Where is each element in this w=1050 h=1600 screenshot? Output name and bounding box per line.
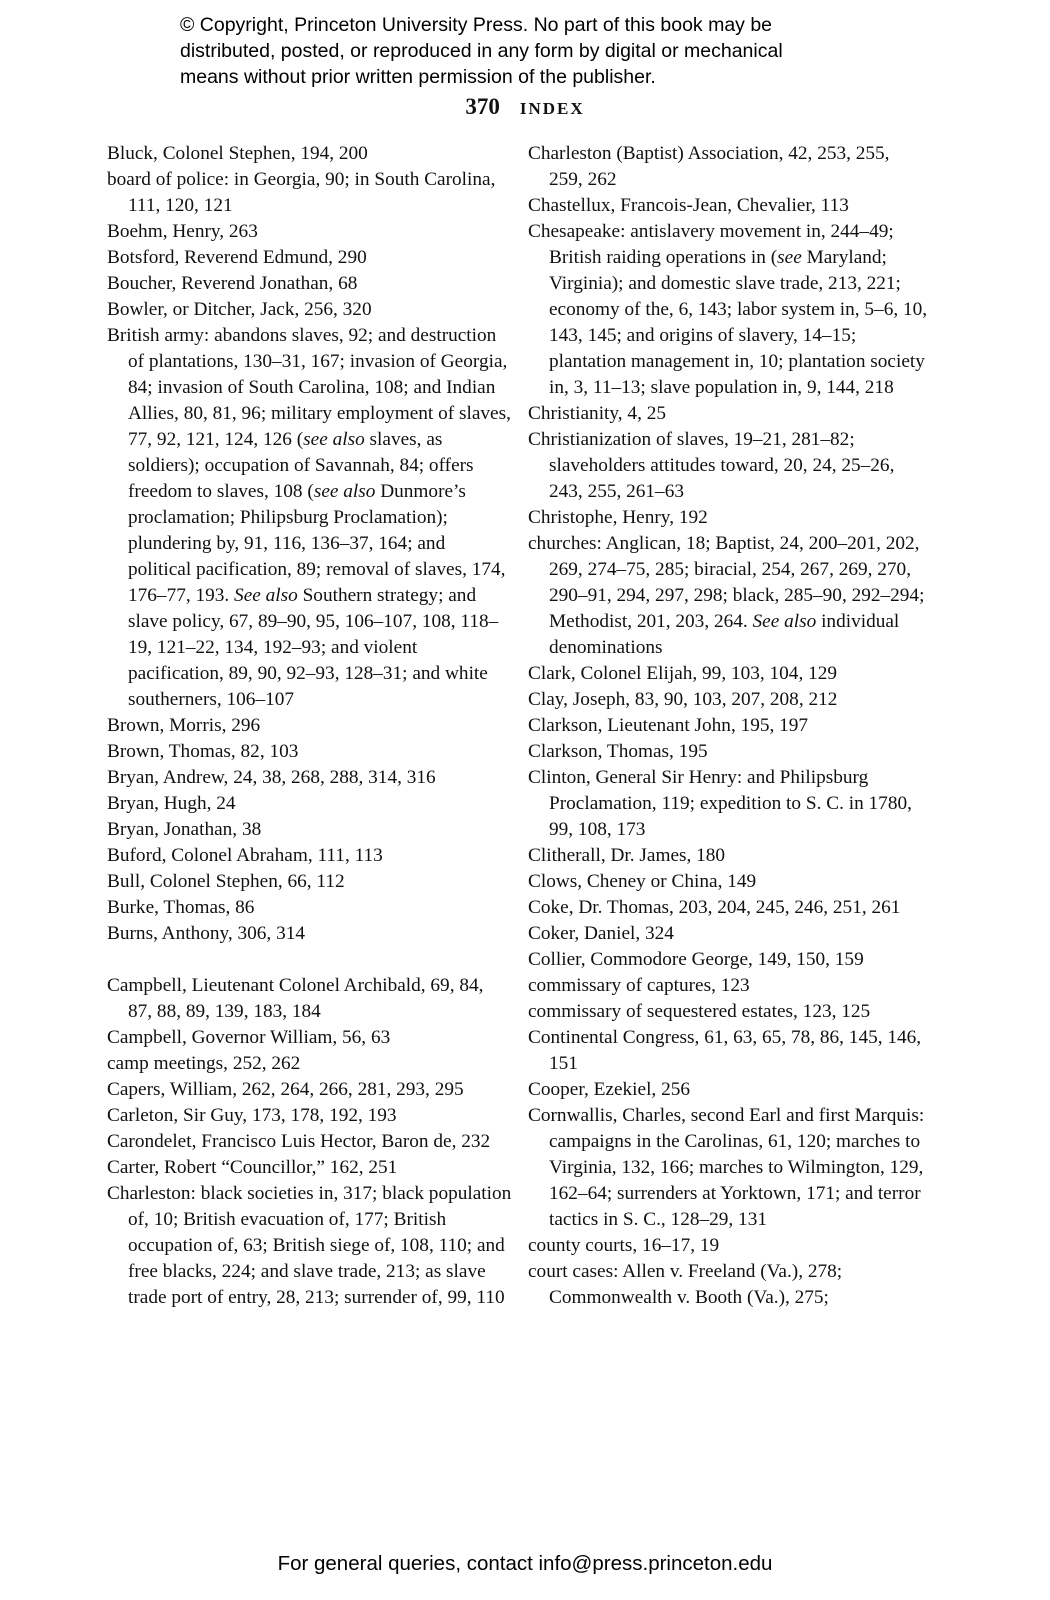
entry-text: Clay, Joseph, 83, 90, 103, 207, 208, 212	[528, 689, 838, 710]
entry-text: slaves, as soldiers); occupation of Savannah, 84; offers freedom to slaves, 108 (	[128, 429, 474, 502]
entry-text: Cooper, Ezekiel, 256	[528, 1079, 690, 1100]
index-entry	[107, 1155, 512, 1181]
copyright-line: means without prior written permission of the publisher.	[180, 66, 656, 88]
index-entry	[528, 739, 928, 765]
entry-text: Botsford, Reverend Edmund, 290	[107, 247, 367, 268]
entry-text: Brown, Morris, 296	[107, 715, 261, 736]
entry-text: commissary of captures, 123	[528, 975, 750, 996]
entry-text: Clark, Colonel Elijah, 99, 103, 104, 129	[528, 663, 838, 684]
index-entry	[107, 869, 512, 895]
index-entry	[528, 1077, 928, 1103]
entry-text: county courts, 16–17, 19	[528, 1235, 720, 1256]
entry-text: Chastellux, Francois-Jean, Chevalier, 113	[528, 195, 849, 216]
index-entry	[107, 245, 512, 271]
index-entry	[528, 687, 928, 713]
page-header	[0, 94, 1050, 120]
index-entry	[528, 765, 928, 843]
cross-reference: see	[777, 247, 802, 268]
cross-reference: See also	[234, 585, 298, 606]
index-entry	[528, 1233, 928, 1259]
entry-text: Campbell, Governor William, 56, 63	[107, 1027, 391, 1048]
entry-text: Clarkson, Lieutenant John, 195, 197	[528, 715, 809, 736]
entry-text: Burke, Thomas, 86	[107, 897, 255, 918]
entry-text: Clarkson, Thomas, 195	[528, 741, 708, 762]
entry-text: Bryan, Hugh, 24	[107, 793, 236, 814]
entry-text: Charleston (Baptist) Association, 42, 253, 255, 259, 262	[528, 143, 890, 190]
index-entry	[528, 895, 928, 921]
index-entry	[107, 1129, 512, 1155]
index-entry	[528, 843, 928, 869]
entry-text: camp meetings, 252, 262	[107, 1053, 301, 1074]
index-entry	[107, 895, 512, 921]
section-title: INDEX	[519, 99, 585, 118]
entry-text: board of police: in Georgia, 90; in South Carolina, 111, 120, 121	[107, 169, 496, 216]
copyright-line: distributed, posted, or reproduced in any form by digital or mechanical	[180, 40, 783, 62]
index-entry	[107, 765, 512, 791]
index-entry	[528, 219, 928, 401]
cross-reference: See also	[752, 611, 817, 632]
index-entry	[107, 817, 512, 843]
entry-text: churches: Anglican, 18; Baptist, 24, 200–201, 202, 269, 274–75, 285; biracial, 254, 267, 269, 270, 290–91, 294, 297, 298; black, 285–90, 292–294; Methodist, 201, 203, 264.	[528, 533, 925, 632]
page-number: 370	[465, 94, 500, 119]
entry-text: Collier, Commodore George, 149, 150, 159	[528, 949, 864, 970]
index-entry	[107, 323, 512, 713]
index-entry	[107, 167, 512, 219]
entry-text: Christianization of slaves, 19–21, 281–82; slaveholders attitudes toward, 20, 24, 25–26, 243, 255, 261–63	[528, 429, 895, 502]
index-entry	[107, 1051, 512, 1077]
entry-text: Continental Congress, 61, 63, 65, 78, 86, 145, 146, 151	[528, 1027, 922, 1074]
index-entry	[107, 739, 512, 765]
index-entry	[107, 1181, 512, 1311]
index-entry	[528, 869, 928, 895]
entry-text: Dunmore’s proclamation; Philipsburg Proclamation); plundering by, 91, 116, 136–37, 164; and political pacification, 89; removal of slaves, 174, 176–77, 193.	[128, 481, 506, 606]
entry-text: Bowler, or Ditcher, Jack, 256, 320	[107, 299, 372, 320]
entry-text: Charleston: black societies in, 317; black population of, 10; British evacuation of, 177; British occupation of, 63; British siege of, 108, 110; and free blacks, 224; and slave trade, 213; as slave trade port of entry, 28, 213; surrender of, 99, 110	[107, 1183, 512, 1308]
entry-text: court cases: Allen v. Freeland (Va.), 278; Commonwealth v. Booth (Va.), 275;	[528, 1261, 843, 1308]
index-entry	[528, 427, 928, 505]
entry-text: Carter, Robert “Councillor,” 162, 251	[107, 1157, 398, 1178]
index-entry	[528, 1025, 928, 1077]
index-entry	[107, 1025, 512, 1051]
entry-text: Clows, Cheney or China, 149	[528, 871, 757, 892]
index-entry	[528, 661, 928, 687]
index-entry	[107, 141, 512, 167]
entry-text: Carleton, Sir Guy, 173, 178, 192, 193	[107, 1105, 397, 1126]
index-entry	[528, 1259, 928, 1311]
index-entry	[107, 297, 512, 323]
index-column-left	[107, 141, 512, 1311]
index-entry	[528, 947, 928, 973]
entry-text: Boucher, Reverend Jonathan, 68	[107, 273, 358, 294]
index-entry	[528, 193, 928, 219]
entry-text: commissary of sequestered estates, 123, 125	[528, 1001, 871, 1022]
index-entry	[107, 791, 512, 817]
entry-text: Buford, Colonel Abraham, 111, 113	[107, 845, 383, 866]
entry-text: individual denominations	[549, 611, 900, 658]
index-entry	[528, 973, 928, 999]
copyright-line: © Copyright, Princeton University Press. No part of this book may be	[180, 14, 773, 36]
index-entry	[107, 1103, 512, 1129]
index-entry	[528, 531, 928, 661]
cross-reference: see also	[303, 429, 365, 450]
index-entry	[107, 843, 512, 869]
entry-text: Clinton, General Sir Henry: and Philipsburg Proclamation, 119; expedition to S. C. in 1780, 99, 108, 173	[528, 767, 912, 840]
entry-text: Clitherall, Dr. James, 180	[528, 845, 726, 866]
index-entry	[528, 713, 928, 739]
entry-text: Burns, Anthony, 306, 314	[107, 923, 305, 944]
entry-text: Christophe, Henry, 192	[528, 507, 708, 528]
entry-text: Bryan, Jonathan, 38	[107, 819, 262, 840]
index-entry	[107, 271, 512, 297]
entry-text: Bryan, Andrew, 24, 38, 268, 288, 314, 316	[107, 767, 436, 788]
index-entry	[528, 999, 928, 1025]
index-entry	[528, 401, 928, 427]
index-entry	[107, 219, 512, 245]
cross-reference: see also	[313, 481, 376, 502]
entry-text: Coke, Dr. Thomas, 203, 204, 245, 246, 251, 261	[528, 897, 901, 918]
entry-text: Christianity, 4, 25	[528, 403, 666, 424]
entry-text: Maryland; Virginia); and domestic slave trade, 213, 221; economy of the, 6, 143; labor system in, 5–6, 10, 143, 145; and origins of slavery, 14–15; plantation management in, 10; plantation society in, 3, 11–13; slave population in, 9, 144, 218	[549, 247, 928, 398]
entry-text: Southern strategy; and slave policy, 67, 89–90, 95, 106–107, 108, 118–19, 121–22, 134, 192–93; and violent pacification, 89, 90, 92–93, 128–31; and white southerners, 106–107	[128, 585, 499, 710]
index-column-right	[528, 141, 928, 1311]
entry-text: Bull, Colonel Stephen, 66, 112	[107, 871, 345, 892]
index-entry	[528, 505, 928, 531]
entry-text: Campbell, Lieutenant Colonel Archibald, 69, 84, 87, 88, 89, 139, 183, 184	[107, 975, 484, 1022]
index-entry	[528, 141, 928, 193]
entry-text: British army: abandons slaves, 92; and destruction of plantations, 130–31, 167; invasion of Georgia, 84; invasion of South Carolina, 108; and Indian Allies, 80, 81, 96; military employment of slaves, 77, 92, 121, 124, 126 (	[107, 325, 511, 450]
index-entry	[107, 1077, 512, 1103]
entry-text: Brown, Thomas, 82, 103	[107, 741, 299, 762]
copyright-notice	[180, 12, 900, 90]
entry-text: Cornwallis, Charles, second Earl and first Marquis: campaigns in the Carolinas, 61, 120; marches to Virginia, 132, 166; marches to Wilmington, 129, 162–64; surrenders at Yorktown, 171; and terror tactics in S. C., 128–29, 131	[528, 1105, 925, 1230]
entry-text: Chesapeake: antislavery movement in, 244–49; British raiding operations in (	[528, 221, 894, 268]
entry-text: Coker, Daniel, 324	[528, 923, 674, 944]
entry-text: Capers, William, 262, 264, 266, 281, 293, 295	[107, 1079, 464, 1100]
entry-text: Bluck, Colonel Stephen, 194, 200	[107, 143, 368, 164]
entry-text: Carondelet, Francisco Luis Hector, Baron de, 232	[107, 1131, 491, 1152]
index-entry	[107, 713, 512, 739]
index-entry	[528, 921, 928, 947]
index-entry	[107, 921, 512, 947]
index-entry	[528, 1103, 928, 1233]
footer-contact: For general queries, contact info@press.princeton.edu	[277, 1552, 773, 1575]
index-entry	[107, 973, 512, 1025]
entry-text: Boehm, Henry, 263	[107, 221, 258, 242]
